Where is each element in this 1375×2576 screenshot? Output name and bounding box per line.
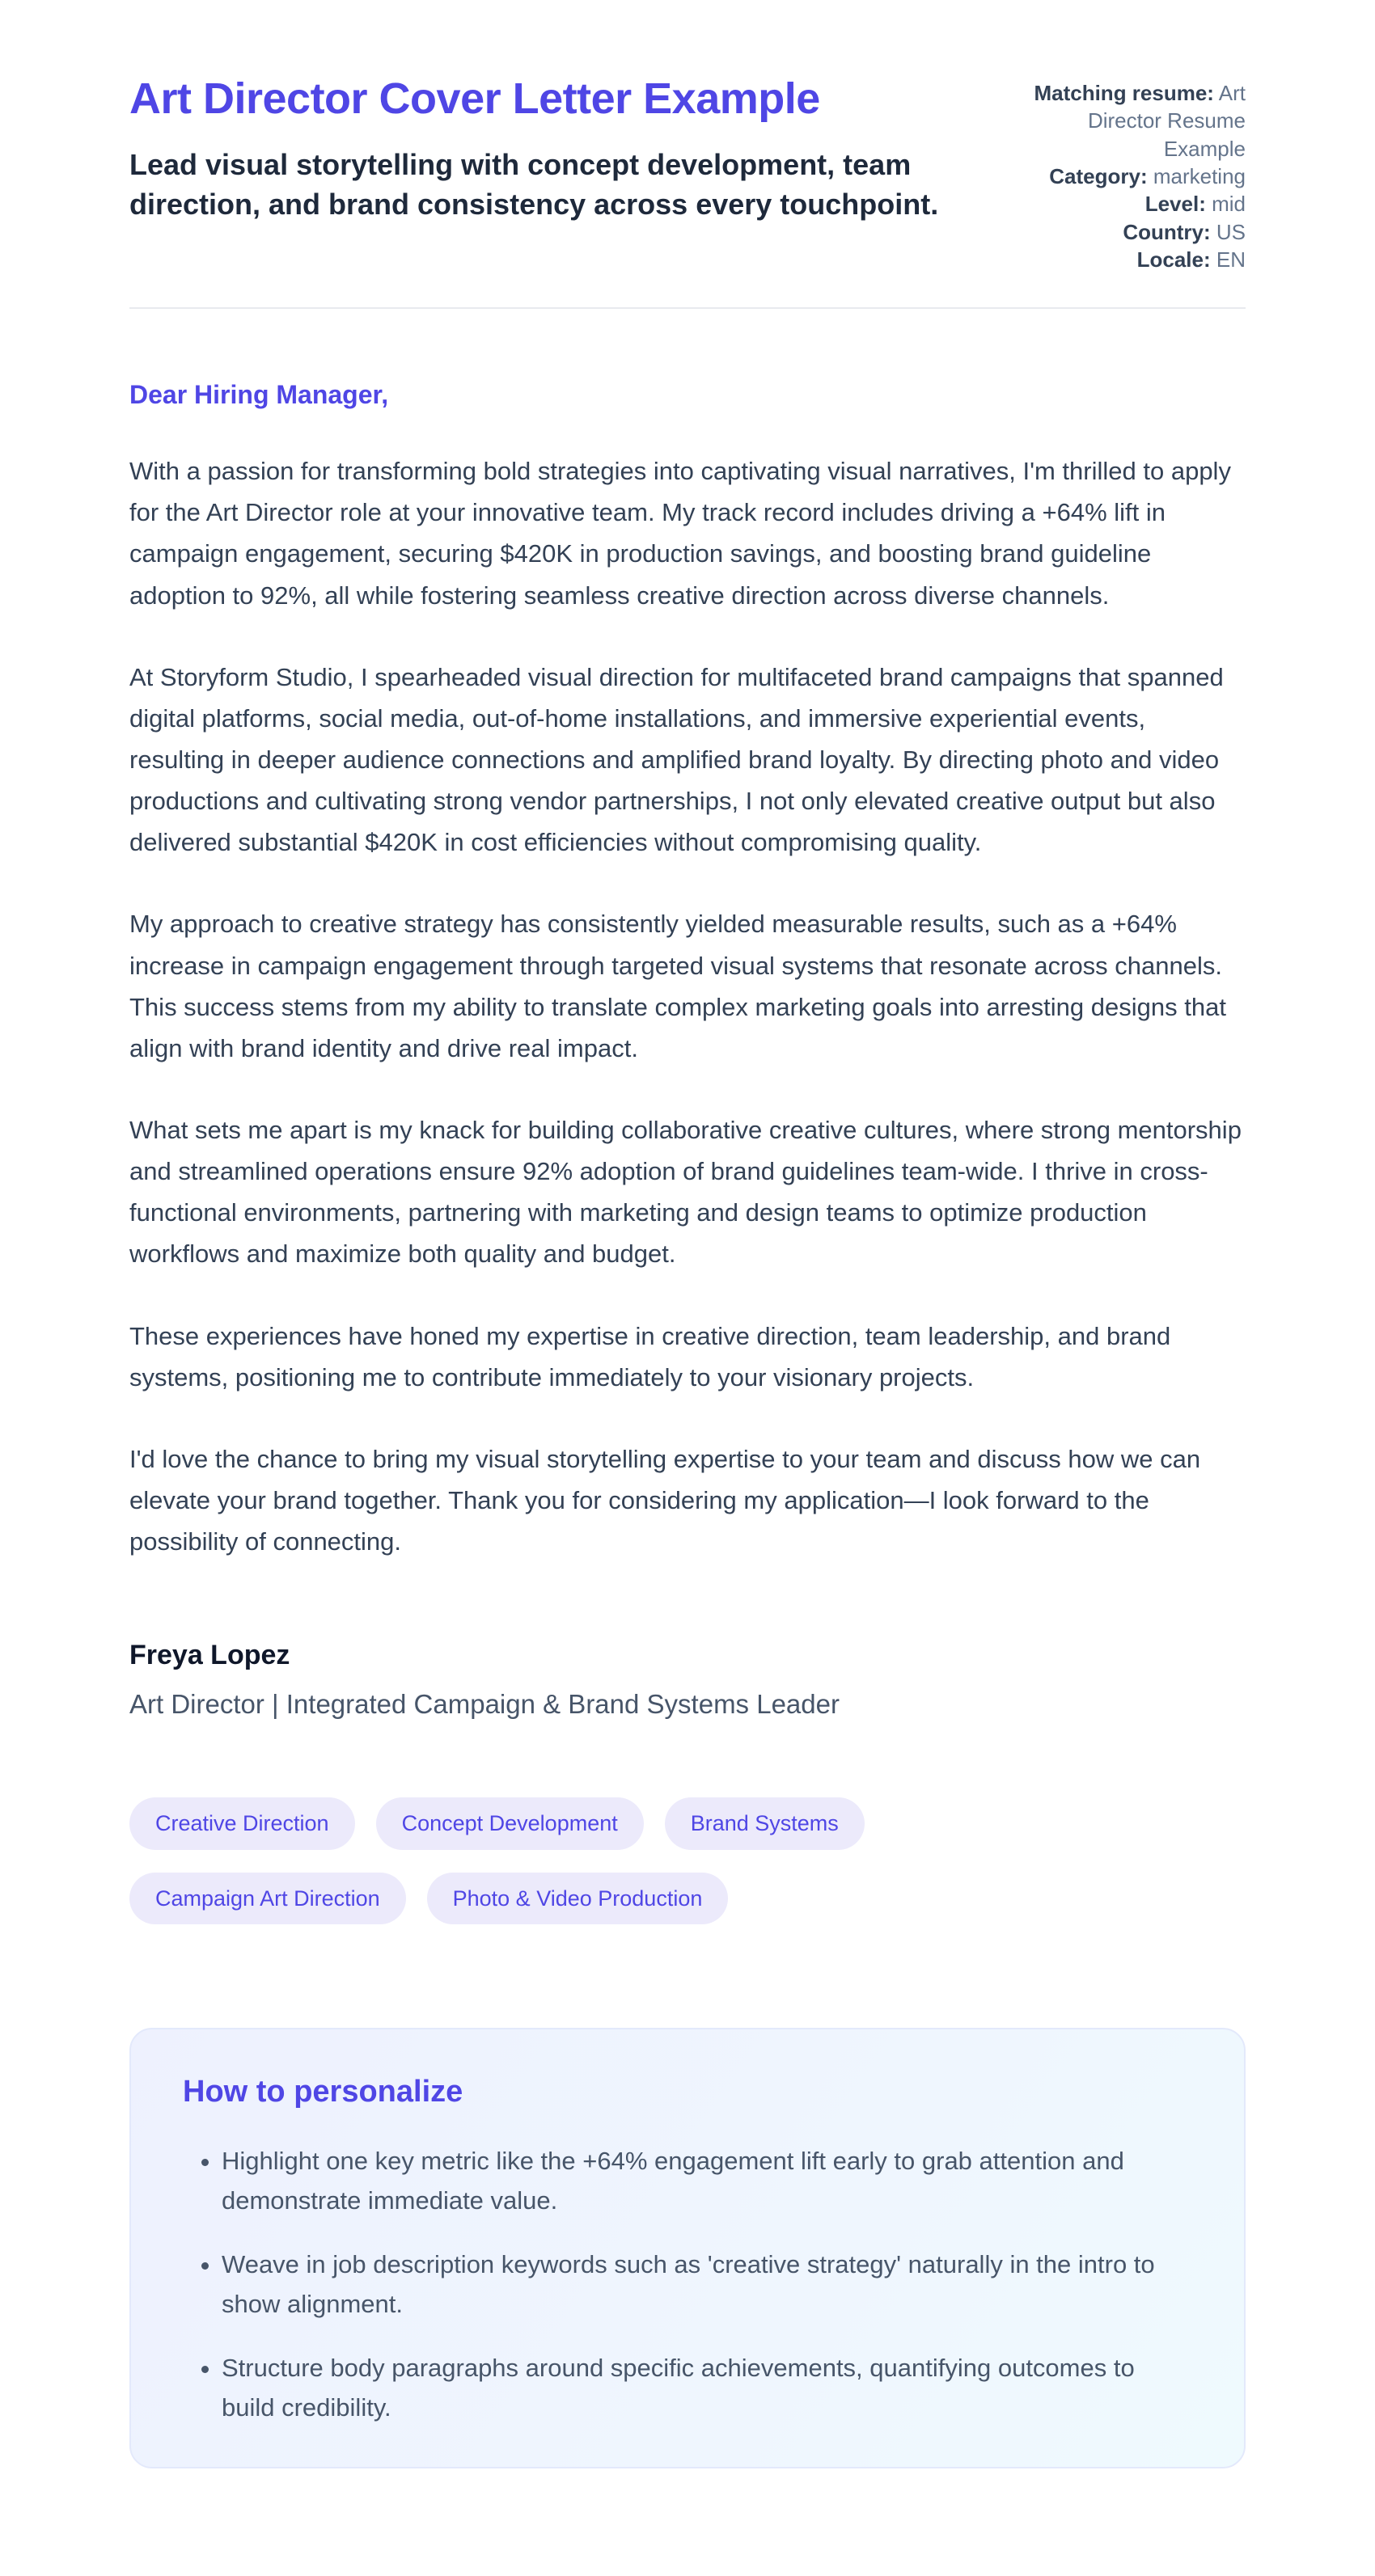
- meta-label-matching-resume: Matching resume:: [1034, 81, 1214, 105]
- meta-label-country: Country:: [1123, 219, 1211, 244]
- meta-level: [1003, 190, 1246, 217]
- meta-country: [1003, 218, 1246, 246]
- personalize-box: [129, 2028, 1246, 2468]
- meta-matching-resume: [1003, 79, 1246, 163]
- signature-name: Freya Lopez: [129, 1640, 290, 1671]
- tag-creative-direction: Creative Direction: [129, 1797, 355, 1849]
- personalize-tip-2: • Weave in job description keywords such as 'creative strategy' naturally in the intro to show alignment.: [222, 2245, 1192, 2325]
- meta-category: [1003, 163, 1246, 190]
- salutation: Dear Hiring Manager,: [129, 380, 389, 410]
- signature-role: Art Director | Integrated Campaign & Brand Systems Leader: [129, 1689, 840, 1720]
- meta-value-matching-resume: Art Director Resume Example: [1087, 81, 1246, 161]
- meta-label-locale: Locale:: [1136, 247, 1211, 272]
- header-divider: [129, 307, 1246, 309]
- meta-value-level: mid: [1212, 192, 1246, 217]
- meta-value-locale: EN: [1216, 247, 1246, 272]
- letter-paragraph-5: These experiences have honed my expertise in creative direction, team leadership, and brand systems, positioning me to contribute immediately to your visionary projects.: [129, 1321, 1171, 1391]
- content-container: [129, 0, 1246, 2574]
- tag-concept-development: Concept Development: [376, 1797, 644, 1849]
- signature-block: [129, 1640, 1246, 1720]
- meta-value-country: US: [1216, 219, 1246, 244]
- header-title-block: [129, 74, 971, 224]
- letter-paragraph-1: With a passion for transforming bold strategies into captivating visual narratives, I'm thrilled to apply for the Art Director role at your innovative team. My track record includes driving a +64% lift in campaign engagement, securing $420K in production savings, and boosting brand guideline adoption to 92%, all while fostering seamless creative direction across diverse channels.: [129, 457, 1231, 610]
- personalize-tip-1: • Highlight one key metric like the +64% engagement lift early to grab attention and demonstrate immediate value.: [222, 2142, 1192, 2221]
- page-subtitle: Lead visual storytelling with concept development, team direction, and brand consistency across every touchpoint.: [129, 147, 939, 221]
- meta-label-category: Category:: [1049, 163, 1148, 188]
- letter-paragraph-6: I'd love the chance to bring my visual storytelling expertise to your team and discuss how we can elevate your brand together. Thank you for considering my application—I look forward to the possibility of connecting.: [129, 1444, 1201, 1556]
- cover-letter-body: [129, 380, 1246, 1720]
- meta-value-category: marketing: [1153, 163, 1246, 188]
- letter-paragraph-2: At Storyform Studio, I spearheaded visual direction for multifaceted brand campaigns that spanned digital platforms, social media, out-of-home installations, and immersive experiential events, resulting in deeper audience connections and amplified brand loyalty. By directing photo and video productions and cultivating strong vendor partnerships, I not only elevated creative output but also delivered substantial $420K in cost efficiencies without compromising quality.: [129, 662, 1224, 857]
- meta-label-level: Level:: [1144, 192, 1206, 217]
- tag-campaign-art-direction: Campaign Art Direction: [129, 1873, 406, 1924]
- letter-paragraph-4: What sets me apart is my knack for building collaborative creative cultures, where strong mentorship and streamlined operations ensure 92% adoption of brand guidelines team-wide. I thrive in cross-functional environments, partnering with marketing and design teams to optimize production workflows and maximize both quality and budget.: [129, 1116, 1242, 1269]
- meta-locale: [1003, 246, 1246, 273]
- personalize-title: How to personalize: [183, 2075, 463, 2109]
- tag-photo-video-production: Photo & Video Production: [427, 1873, 729, 1924]
- skill-tags: [129, 1797, 1100, 1924]
- personalize-tip-3: • Structure body paragraphs around specific achievements, quantifying outcomes to build credibility.: [222, 2349, 1192, 2428]
- letter-paragraph-3: My approach to creative strategy has consistently yielded measurable results, such as a +64% increase in campaign engagement through targeted visual systems that resonate across channels. This success stems from my ability to translate complex marketing goals into arresting designs that align with brand identity and drive real impact.: [129, 910, 1226, 1062]
- meta-panel: [1003, 74, 1246, 273]
- personalize-tip-list: [183, 2142, 1192, 2428]
- page-title: Art Director Cover Letter Example: [129, 74, 820, 123]
- tag-brand-systems: Brand Systems: [665, 1797, 865, 1849]
- header: [129, 74, 1246, 273]
